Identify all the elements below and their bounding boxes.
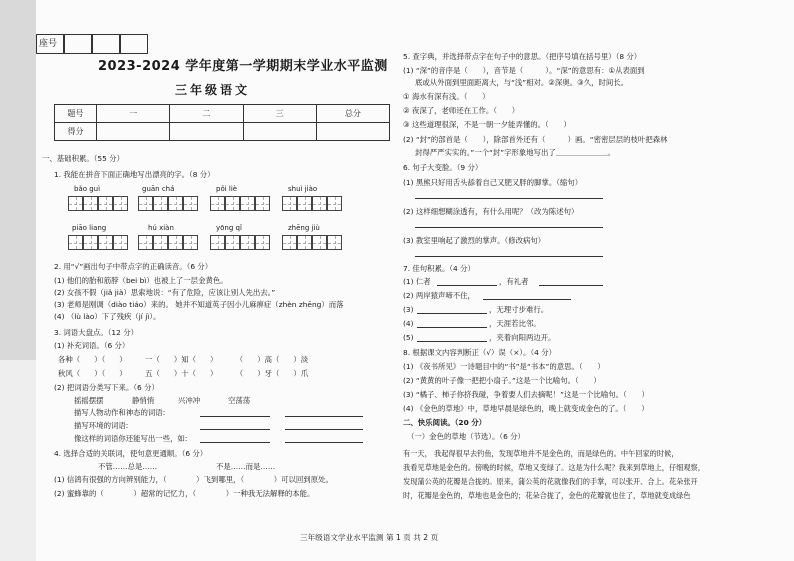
passage-line: 我看见草地是金色的。傍晚的时候，草地又变绿了。这是为什么呢？我来到草地上，仔细观察，: [403, 463, 705, 472]
score-header: 一: [97, 105, 170, 123]
writing-grid[interactable]: [282, 235, 342, 250]
answer-line[interactable]: [417, 341, 487, 342]
binding-margin: [0, 0, 36, 561]
pinyin-label: bǎo guì: [74, 185, 101, 193]
answer-line[interactable]: [539, 285, 603, 286]
q2-line: (4) （lù lào）下了残疾（jí jì）。: [54, 312, 161, 321]
question-5: 5. 查字典，并选择带点字在句子中的意思。（把序号填在括号里）（8 分）: [403, 52, 642, 61]
answer-line[interactable]: [415, 256, 603, 257]
passage-line: 时，花瓣是金色的，草地也是金色的；花朵合拢了，金色的花瓣就也住了，草地就变成绿色: [403, 491, 691, 500]
section-2-heading: 二、快乐阅读。（20 分）: [403, 418, 487, 427]
writing-grid[interactable]: [138, 235, 198, 250]
answer-line[interactable]: [285, 442, 363, 443]
answer-line[interactable]: [417, 313, 487, 314]
q5-line: 底或从外面到里面距离大，与“浅”相对。②深奥。③久，时间长。: [415, 78, 629, 87]
answer-line[interactable]: [415, 227, 603, 228]
q4-line: (2) 蜜蜂靠的（ ）超常的记忆力，（ ）一种我无法解释的本能。: [54, 489, 315, 498]
classify-prompt: 描写人物动作和神态的词语:: [74, 408, 166, 417]
q4-line: (1) 信鸽有很强的方向辨别能力，（ ）飞到哪里，（ ）可以回到原处。: [54, 475, 333, 484]
q7-line: ，有礼者: [499, 277, 529, 286]
exam-subtitle: 三年级语文: [175, 83, 251, 97]
q5-line: ① 海水有深有浅。（ ）: [403, 92, 490, 101]
q7-line: ，夹着向阳两边开。: [489, 333, 556, 342]
question-4: 4. 选择合适的关联词，使句意更通顺。（6 分）: [54, 449, 208, 458]
score-cell[interactable]: [97, 123, 170, 141]
answer-line[interactable]: [285, 416, 363, 417]
answer-line[interactable]: [200, 416, 270, 417]
q7-line: (4): [403, 319, 414, 328]
q7-line: (1) 仁者: [403, 277, 431, 286]
q7-line: (2) 两岸猿声啼不住，: [403, 291, 475, 300]
classify-prompt: 描写环境的词语:: [74, 421, 129, 430]
q2-line: (3) 老师是刚调（diào tiáo）来的。 她并不知道英子因小儿麻痹症（zhèn zhēng）而落: [54, 300, 344, 309]
question-1: 1. 我能在拼音下面正确地写出漂亮的字。（8 分）: [54, 170, 215, 179]
q8-line: (2) “黄黄的叶子像一把把小扇子。”这是一个比喻句。（ ）: [403, 376, 601, 385]
answer-line[interactable]: [437, 285, 497, 286]
conjunction-option: 不管……总是……: [98, 462, 158, 471]
q5-line: 封得严严实实的。”一个“封”字形象地写出了＿＿＿＿＿＿＿。: [415, 148, 615, 157]
score-header: 题号: [55, 105, 97, 123]
word-option: 空荡荡: [228, 396, 251, 405]
q5-line: (2) “封”的部首是（ ），除部首外还有（ ）画。“密密层层的枝叶把森林: [403, 135, 668, 144]
writing-grid[interactable]: [68, 196, 128, 211]
q5-line: ② 夜深了，老师还在工作。（ ）: [403, 106, 520, 115]
q2-line: (2) 女孩不假（jiǎ jià）思索地说：“有了危险，应该让别人先出去。”: [54, 288, 276, 297]
score-header: 总分: [316, 105, 389, 123]
seat-cell[interactable]: [120, 34, 148, 54]
q8-line: (3) “橘子、柿子你挤我碰，争着要人们去摘呢！”这是一个比喻句。（ ）: [403, 390, 649, 399]
q7-line: ，无理寸步难行。: [489, 305, 549, 314]
writing-grid[interactable]: [138, 196, 198, 211]
answer-line[interactable]: [200, 442, 270, 443]
pinyin-label: shuì jiào: [288, 185, 318, 193]
answer-line[interactable]: [285, 429, 363, 430]
q8-line: (1) 《夜书所见》一诗题目中的“书”是“书本”的意思。（ ）: [403, 362, 605, 371]
exam-title: 2023-2024 学年度第一学期期末学业水平监测: [98, 59, 388, 74]
q6-line: (2) 这样细想糊涂透有，有什么用呢？（改为陈述句）: [403, 207, 579, 216]
passage-line: 有一天， 我起得很早去钓鱼，发现草地并不是金色的，而是绿色的。中午回家的时候，: [403, 449, 679, 458]
q5-line: (1) “深”的音序是（ ），音节是（ ）。“深”的意思有：①从表面到: [403, 66, 645, 75]
question-3: 3. 词语大盘点。（12 分）: [54, 328, 138, 337]
fill-row-1: 各种（ ）（ ） 一（ ）知（ ） （ ）高（ ）淡: [58, 355, 309, 364]
score-header: 三: [243, 105, 316, 123]
q3-part-2: (2) 把词语分类写下来。（6 分）: [54, 383, 159, 392]
score-cell[interactable]: [243, 123, 316, 141]
q7-line: (3): [403, 305, 414, 314]
answer-line[interactable]: [417, 327, 487, 328]
answer-line[interactable]: [415, 198, 603, 199]
fill-row-2: 秋风（ ）（ ） 五（ ）十（ ） （ ）牙（ ）爪: [58, 369, 309, 378]
seat-number-box: [36, 34, 148, 54]
pinyin-label: piāo liang: [72, 224, 107, 232]
pinyin-label: pǒi liè: [216, 185, 238, 193]
question-2: 2. 用“√”画出句子中带点字的正确读音。（6 分）: [54, 262, 213, 271]
seat-label: 座号: [36, 34, 64, 54]
pinyin-label: guān chá: [142, 185, 175, 193]
question-6: 6. 句子大变脸。（9 分）: [403, 163, 483, 172]
word-option: 静悄悄: [132, 396, 155, 405]
writing-grid[interactable]: [210, 196, 270, 211]
answer-line[interactable]: [483, 299, 571, 300]
score-cell[interactable]: [170, 123, 243, 141]
q2-line: (1) 他们的胎和筋脖（bei bì）也被上了一层金黄色。: [54, 276, 228, 285]
writing-grid[interactable]: [68, 235, 128, 250]
pinyin-label: zhēng jiù: [288, 224, 320, 232]
q3-part-1: (1) 补充词语。（6 分）: [54, 341, 130, 350]
pinyin-label: yōng qǐ: [216, 224, 242, 232]
score-header: 二: [170, 105, 243, 123]
q5-line: ③ 这些道理很深，不是一朝一夕能弄懂的。（ ）: [403, 120, 571, 129]
word-option: 摇摇摆摆: [74, 396, 104, 405]
passage-line: 发现蒲公英的花瓣是合拢的。原来，蒲公英的花就像我们的手掌，可以张开、合上。花朵张开: [403, 477, 698, 486]
score-table: [54, 104, 390, 141]
conjunction-option: 不是……而是……: [216, 462, 276, 471]
score-row-label: 得分: [55, 123, 97, 141]
seat-cell[interactable]: [64, 34, 92, 54]
q6-line: (1) 黑熊只好用舌头舔着自己又肥又胖的脚掌。（缩句）: [403, 178, 583, 187]
q7-line: ，天涯若比邻。: [489, 319, 541, 328]
writing-grid[interactable]: [282, 196, 342, 211]
page-footer: 三年级语文学业水平监测 第 1 页 共 2 页: [300, 533, 439, 542]
question-8: 8. 根据课文内容判断正（√）误（×）。（4 分）: [403, 348, 556, 357]
section-1-heading: 一、基础积累。（55 分）: [42, 154, 124, 163]
writing-grid[interactable]: [210, 235, 270, 250]
q7-line: (5): [403, 333, 414, 342]
answer-line[interactable]: [200, 429, 270, 430]
q6-line: (3) 教室里响起了激烈的掌声。（修改病句）: [403, 236, 546, 245]
seat-cell[interactable]: [92, 34, 120, 54]
pinyin-label: hú xiàn: [148, 224, 174, 232]
score-cell[interactable]: [316, 123, 389, 141]
word-option: 兴冲冲: [178, 396, 201, 405]
q8-line: (4) 《金色的草地》中，草地早晨是绿色的，晚上就变成金色的了。（ ）: [403, 404, 649, 413]
question-7: 7. 佳句积累。（4 分）: [403, 264, 475, 273]
classify-prompt: 像这样的词语你还能写出一些，如:: [74, 434, 188, 443]
reading-1-heading: （一）金色的草地（节选）。（6 分）: [407, 432, 525, 441]
